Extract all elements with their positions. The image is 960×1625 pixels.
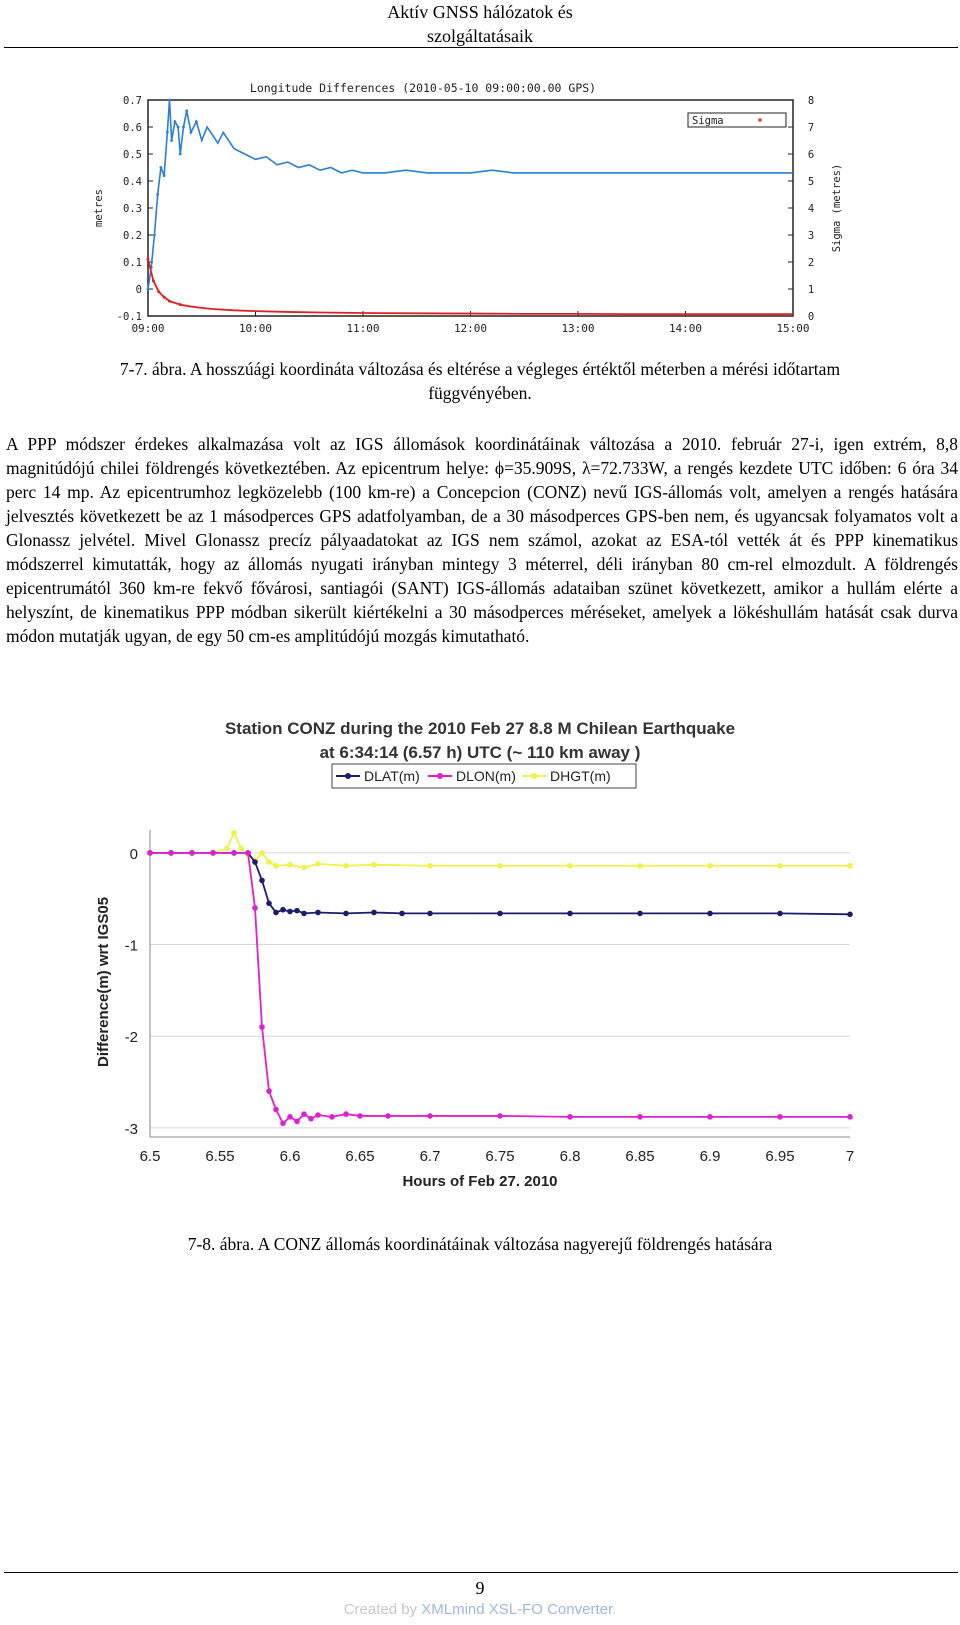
chart1-point-longitude (163, 174, 166, 177)
chart2-point (637, 1114, 643, 1120)
chart2-legend-marker (531, 773, 537, 779)
chart2-point (315, 1112, 321, 1118)
chart2-point (567, 1114, 573, 1120)
chart2-point (329, 1114, 335, 1120)
chart1-point-longitude (190, 131, 193, 134)
chart1-point-sigma (157, 290, 160, 293)
chart2-point (385, 1113, 391, 1119)
chart2-point (315, 861, 321, 867)
chart2-x-tick-label: 6.55 (205, 1148, 235, 1165)
chart2-point (238, 846, 244, 852)
chart1-y2-tick-label: 8 (807, 95, 815, 107)
chart2-ylabel: Difference(m) wrt IGS05 (95, 896, 112, 1068)
chart1-legend-marker (758, 118, 761, 121)
chart1-x-tick-label: 10:00 (238, 322, 273, 335)
chart2-point (259, 1024, 265, 1030)
chart2-point (245, 850, 251, 856)
chart2-point (371, 862, 377, 868)
chart1-y-tick-label: 0.3 (123, 203, 142, 215)
chart2-point (427, 863, 433, 869)
chart2-point (287, 862, 293, 868)
page-number: 9 (475, 1578, 485, 1598)
chart2-point (427, 1113, 433, 1119)
chart1-y2-tick-label: 2 (807, 257, 815, 269)
longitude-differences-chart (88, 78, 878, 353)
chart2-point (308, 1116, 314, 1122)
chart2-point (252, 905, 258, 911)
chart2-point (777, 1114, 783, 1120)
chart1-y2-tick-label: 3 (807, 230, 815, 242)
footer-divider (4, 1572, 958, 1573)
header-title-line2: szolgáltatásaik (427, 26, 533, 46)
chart1-point-longitude (166, 131, 169, 134)
chart2-point (266, 901, 272, 907)
chart2-point (210, 850, 216, 856)
chart1-legend-label: Sigma (692, 115, 724, 127)
chart1-y-tick-label: 0.1 (123, 257, 142, 269)
chart1-point-longitude (153, 234, 156, 237)
chart1-plot-frame (148, 100, 793, 316)
chart1-point-sigma (163, 296, 166, 299)
chart1-point-longitude (177, 126, 180, 129)
chart2-x-tick-label: 6.75 (485, 1148, 515, 1165)
body-paragraph: A PPP módszer érdekes alkalmazása volt az IGS állomások koordinátáinak változása a 2010. február 27-i, igen extrém, 8,8 magnitúdójú chilei földrengés következtében. Az epicentrum helye: ϕ=35.909S, λ=72.733W, a rengés kezdete UTC időben: 6 óra 34 perc 14 mp. Az epicentrumhoz legközelebb (100 km-re) a Concepcion (CONZ) nevű IGS-állomás volt, amelyen a rengés hatására jelvesztés következett be az 1 másodperces GPS adatfolyamban, de a 30 másodperces GPS-ben nem, és ugyancsak folyamatos volt a Glonassz jelvétel. Mivel Glonassz precíz pályaadatokat az IGS nem számol, azokat az ESA-tól vették át és PPP kinematikus módszerrel kimutatták, hogy az állomás nyugati irányban mintegy 3 méterrel, déli irányban 80 cm-rel elmozdult. A földrengés epicentrumától 360 km-re fekvő fővárosi, santiagói (SANT) IGS-állomás adataiban szünet következett, amikor a hullám elérte a helyszínt, de kinematikus PPP módban sikerült kiértékelni a 30 másodperces méréseket, amelyek a lökéshullám hatását csak durva módon mutatják ugyan, de egy 50 cm-es amplitúdójú mozgás kimutatható. (6, 434, 958, 646)
chart2-point (168, 850, 174, 856)
chart1-point-longitude (179, 153, 182, 156)
chart2-xlabel: Hours of Feb 27. 2010 (402, 1173, 558, 1190)
chart2-point (847, 1114, 853, 1120)
chart2-x-tick-label: 6.95 (765, 1148, 795, 1165)
chart2-point (252, 859, 258, 865)
chart2-point (266, 859, 272, 865)
chart1-x-tick-label: 13:00 (561, 322, 595, 335)
chart1-y-tick-label: 0.6 (123, 122, 142, 134)
header-title-line1: Aktív GNSS hálózatok és (387, 2, 573, 22)
chart1-y-tick-label: 0.2 (123, 230, 142, 242)
chart2-point (343, 911, 349, 917)
chart2-x-tick-label: 6.9 (699, 1148, 721, 1165)
chart2-point (301, 911, 307, 917)
chart1-point-longitude (160, 166, 163, 169)
chart2-point (427, 911, 433, 917)
chart2-x-tick-label: 6.5 (139, 1148, 161, 1165)
chart2-legend-label: DHGT(m) (550, 768, 611, 784)
chart2-y-tick-label: -2 (124, 1029, 138, 1047)
chart1-y-tick-label: 0.7 (123, 95, 142, 107)
chart1-point-longitude (182, 126, 185, 129)
chart1-x-tick-label: 12:00 (453, 322, 488, 335)
chart1-title: Longitude Differences (2010-05-10 09:00:00.00 GPS) (249, 81, 597, 95)
chart1-y2-tick-label: 5 (807, 176, 815, 188)
chart2-point (777, 911, 783, 917)
chart2-point (266, 1088, 272, 1094)
chart2-point (567, 911, 573, 917)
chart1-ylabel: metres (93, 189, 105, 227)
chart1-y2-tick-label: 6 (807, 149, 815, 161)
chart2-point (567, 863, 573, 869)
chart2-subtitle: at 6:34:14 (6.57 h) UTC (~ 110 km away ) (319, 743, 641, 762)
chart2-point (777, 863, 783, 869)
chart2-point (280, 1120, 286, 1126)
chart1-x-tick-label: 14:00 (668, 322, 703, 335)
chart2-point (357, 1113, 363, 1119)
chart2-point (287, 1114, 293, 1120)
credit-prefix: Created by (343, 1601, 422, 1618)
credit-suffix: . (612, 1601, 617, 1618)
chart2-series-line (150, 853, 850, 1123)
chart2-y-tick-label: -1 (124, 937, 138, 955)
chart2-point (224, 846, 230, 852)
chart2-point (371, 910, 377, 916)
chart2-point (273, 910, 279, 916)
chart1-point-sigma (168, 300, 171, 303)
figure1-caption (30, 357, 930, 405)
chart2-point (497, 863, 503, 869)
chart1-point-longitude (195, 120, 198, 123)
chart1-y2-tick-label: 7 (807, 122, 815, 134)
chart1-x-tick-label: 15:00 (776, 322, 810, 335)
chart2-point (301, 865, 307, 871)
chart2-point (259, 850, 265, 856)
chart1-point-longitude (173, 120, 176, 123)
figure1-caption-line2: függvényében. (428, 383, 532, 403)
chart1-point-longitude (170, 139, 173, 142)
credit-brand-link[interactable]: XMLmind XSL-FO Converter (421, 1601, 613, 1618)
chart2-point (707, 1114, 713, 1120)
running-header (0, 0, 960, 48)
figure1-caption-line1: 7-7. ábra. A hosszúági koordináta változása és eltérése a végleges értéktől méterben a mérési időtartam (119, 359, 841, 379)
chart2-point (259, 878, 265, 884)
chart2-point (497, 911, 503, 917)
chart2-point (707, 911, 713, 917)
chart2-point (707, 863, 713, 869)
chart2-point (343, 863, 349, 869)
chart2-point (273, 863, 279, 869)
chart2-point (273, 1107, 279, 1113)
chart2-point (847, 863, 853, 869)
chart2-legend-label: DLON(m) (456, 768, 516, 784)
chart1-point-sigma (147, 258, 150, 261)
chart1-y-tick-label: -0.1 (116, 311, 142, 323)
chart2-point (294, 1119, 300, 1125)
chart1-y-tick-label: 0.4 (123, 176, 142, 188)
chart1-point-longitude (156, 193, 159, 196)
chart2-point (399, 911, 405, 917)
chart1-x-tick-label: 11:00 (346, 322, 380, 335)
chart2-point (497, 1113, 503, 1119)
chart2-x-tick-label: 6.85 (625, 1148, 655, 1165)
chart2-x-tick-label: 6.7 (419, 1148, 441, 1165)
chart1-point-longitude (185, 109, 188, 112)
chart1-point-sigma (152, 279, 155, 282)
chart2-x-tick-label: 6.8 (559, 1148, 581, 1165)
converter-credit (0, 1600, 960, 1620)
chart2-point (343, 1111, 349, 1117)
chart2-point (189, 850, 195, 856)
chart1-y2label: Sigma (metres) (831, 163, 843, 253)
chart2-point (637, 863, 643, 869)
figure2-caption: 7-8. ábra. A CONZ állomás koordinátáinak változása nagyerejű földrengés hatására (187, 1234, 773, 1254)
chart2-x-tick-label: 6.65 (345, 1148, 375, 1165)
chart2-y-tick-label: 0 (129, 845, 138, 863)
chart2-point (280, 907, 286, 913)
chart1-y2-tick-label: 4 (807, 203, 815, 215)
chart1-y2-tick-label: 1 (807, 284, 815, 296)
chart2-title: Station CONZ during the 2010 Feb 27 8.8 M Chilean Earthquake (224, 719, 736, 738)
chart1-y-tick-label: 0 (135, 284, 142, 296)
chart2-legend-label: DLAT(m) (364, 768, 420, 784)
conz-earthquake-chart (90, 710, 900, 1235)
chart2-legend-marker (345, 773, 351, 779)
chart2-y-tick-label: -3 (124, 1120, 138, 1138)
chart2-point (287, 909, 293, 915)
chart2-point (231, 850, 237, 856)
chart2-point (147, 850, 153, 856)
chart2-point (301, 1111, 307, 1117)
chart2-x-tick-label: 7 (845, 1148, 855, 1165)
chart1-y2-tick-label: 0 (807, 311, 815, 323)
chart2-x-tick-label: 6.6 (279, 1148, 301, 1165)
chart1-point-longitude (147, 288, 150, 291)
header-divider (4, 47, 958, 48)
chart2-point (315, 910, 321, 916)
chart2-point (847, 912, 853, 918)
chart2-legend-marker (437, 773, 443, 779)
chart1-y-tick-label: 0.5 (123, 149, 142, 161)
chart1-x-tick-label: 09:00 (131, 322, 165, 335)
chart1-point-longitude (168, 99, 171, 102)
chart1-point-sigma (179, 303, 182, 306)
chart2-point (637, 911, 643, 917)
chart2-point (231, 830, 237, 836)
chart2-point (294, 908, 300, 914)
